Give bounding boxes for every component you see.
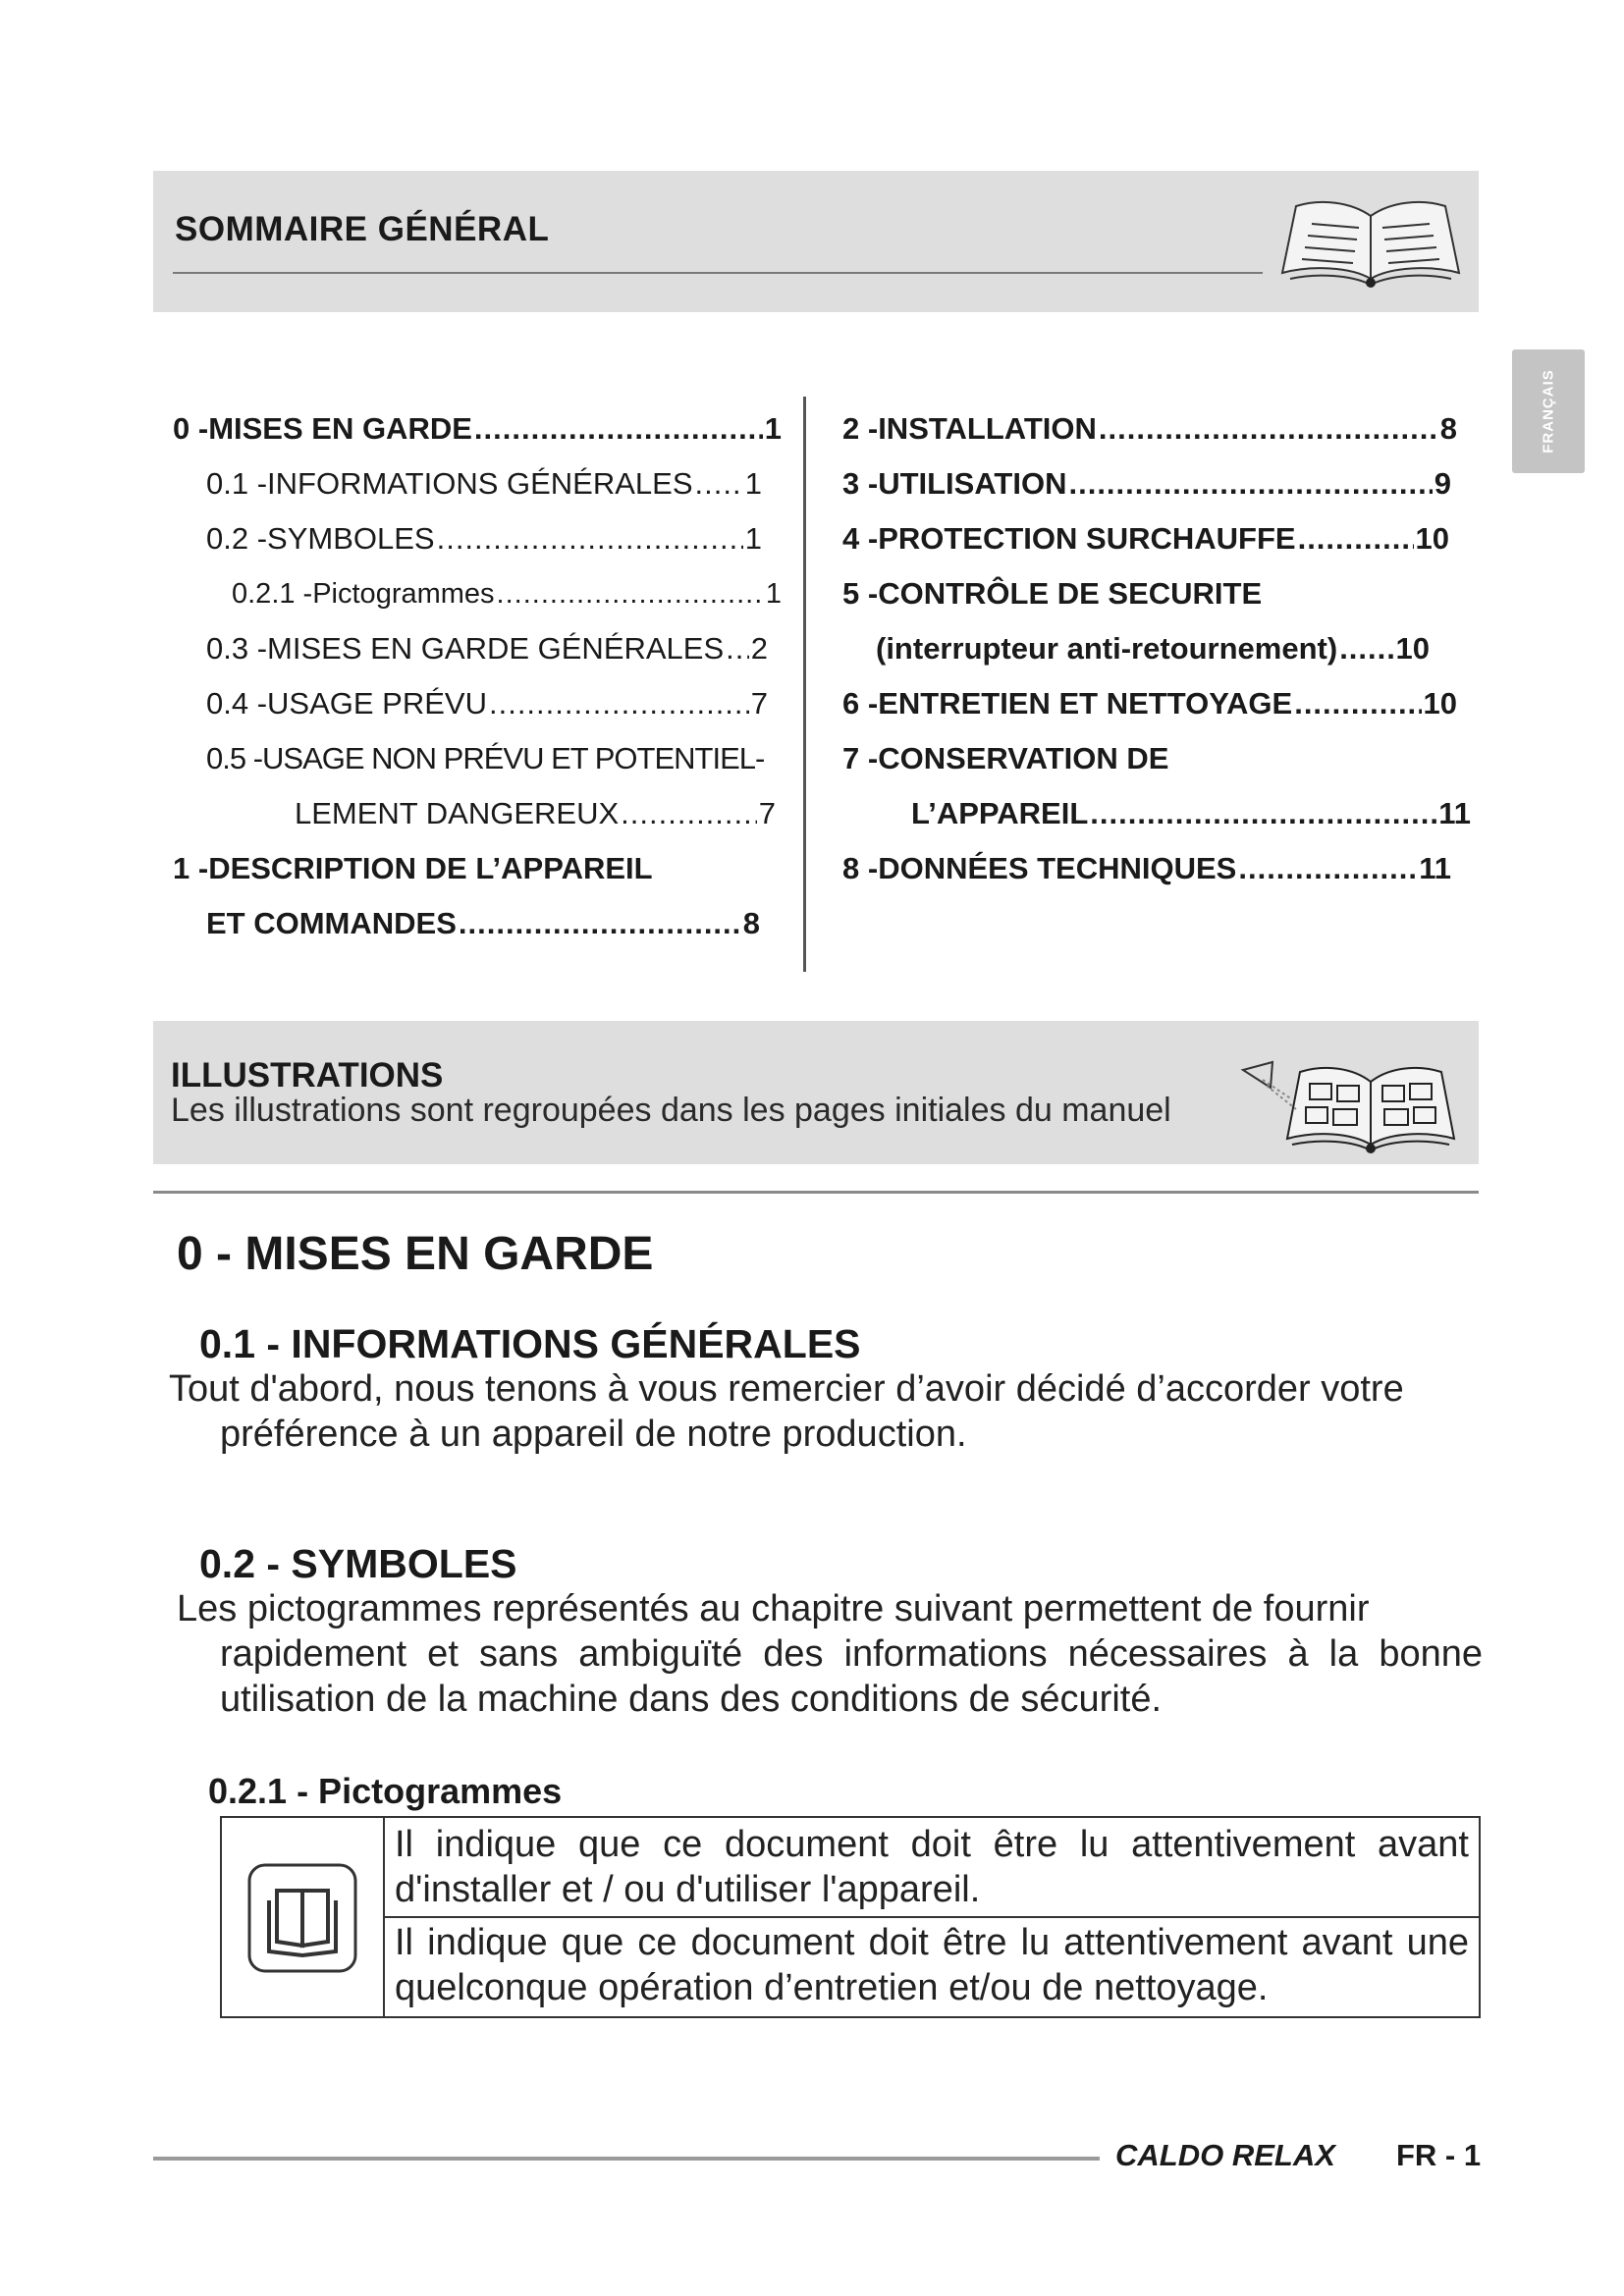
subsection-title-general-info: 0.1 - INFORMATIONS GÉNÉRALES bbox=[199, 1321, 861, 1366]
toc-entry[interactable]: 1 - DESCRIPTION DE L’APPAREIL bbox=[173, 851, 653, 885]
toc-entry[interactable]: 0.4 - USAGE PRÉVU ..... 7 bbox=[173, 681, 768, 736]
toc-entry[interactable]: 8 - DONNÉES TECHNIQUES ..... 11 bbox=[842, 846, 1451, 901]
pictogram-row bbox=[385, 1818, 1479, 1918]
pictogram-table bbox=[220, 1816, 1481, 2018]
section-title: 0 - MISES EN GARDE bbox=[177, 1228, 654, 1280]
subsection-title-symbols: 0.2 - SYMBOLES bbox=[199, 1541, 517, 1586]
toc-left-column bbox=[173, 406, 782, 956]
manual-book-icon bbox=[245, 1861, 359, 1975]
pictogram-row bbox=[385, 1918, 1479, 2016]
open-book-icon bbox=[1272, 185, 1469, 293]
toc-entry[interactable]: ET COMMANDES ..... 8 bbox=[173, 901, 760, 956]
toc-entry[interactable]: 0.1 - INFORMATIONS GÉNÉRALES ..... 1 bbox=[173, 461, 762, 516]
footer-brand: CALDO RELAX bbox=[1115, 2138, 1335, 2172]
paragraph-line: préférence à un appareil de notre production. bbox=[220, 1414, 967, 1455]
toc-entry[interactable]: (interrupteur anti-retournement) ..... 10 bbox=[842, 626, 1430, 681]
summary-header-band bbox=[153, 171, 1479, 312]
footer-rule bbox=[153, 2157, 1100, 2161]
pictogram-description: Il indique que ce document doit être lu attentivement avant une quelconque opération d’entretien et/ou de nettoyage. bbox=[395, 1922, 1469, 2008]
toc-entry[interactable]: 6 - ENTRETIEN ET NETTOYAGE ..... 10 bbox=[842, 681, 1457, 736]
paragraph-line: rapidement et sans ambiguïté des informations nécessaires à la bonne bbox=[220, 1633, 1483, 1675]
subsection-title-pictograms: 0.2.1 - Pictogrammes bbox=[208, 1771, 563, 1811]
toc-entry[interactable]: 5 - CONTRÔLE DE SECURITE bbox=[842, 576, 1263, 611]
toc-entry[interactable]: 2 - INSTALLATION ..... 8 bbox=[842, 406, 1457, 461]
summary-title: SOMMAIRE GÉNÉRAL bbox=[175, 210, 550, 248]
paragraph-line: Les pictogrammes représentés au chapitre suivant permettent de fournir bbox=[177, 1588, 1370, 1629]
toc-entry[interactable]: 0 - MISES EN GARDE ..... 1 bbox=[173, 406, 782, 461]
toc-entry[interactable]: 0.3 - MISES EN GARDE GÉNÉRALES ..... 2 bbox=[173, 626, 768, 681]
paragraph-line: utilisation de la machine dans des conditions de sécurité. bbox=[220, 1679, 1163, 1720]
toc-entry[interactable]: 0.2 - SYMBOLES ..... 1 bbox=[173, 516, 762, 571]
symbols-paragraph bbox=[177, 1586, 1483, 1722]
pictogram-description: Il indique que ce document doit être lu attentivement avant d'installer et / ou d'utiliser l'appareil. bbox=[395, 1824, 1469, 1910]
summary-rule bbox=[173, 272, 1263, 274]
toc-entry[interactable]: 0.2.1 - Pictogrammes ..... 1 bbox=[173, 571, 782, 626]
illustrations-text: Les illustrations sont regroupées dans les pages initiales du manuel bbox=[171, 1092, 1171, 1129]
toc-entry[interactable]: 0.5 - USAGE NON PRÉVU ET POTENTIEL- bbox=[206, 741, 765, 775]
toc-entry[interactable]: 3 - UTILISATION ..... 9 bbox=[842, 461, 1451, 516]
toc-entry[interactable]: 7 - CONSERVATION DE bbox=[842, 741, 1169, 775]
paragraph-line: Tout d'abord, nous tenons à vous remercier d’avoir décidé d’accorder votre bbox=[169, 1368, 1404, 1410]
toc-entry[interactable]: LEMENT DANGEREUX ..... 7 bbox=[173, 791, 776, 846]
footer-page-number: FR - 1 bbox=[1396, 2138, 1482, 2172]
language-tab: FRANÇAIS bbox=[1512, 349, 1585, 473]
toc-right-column bbox=[842, 406, 1471, 901]
toc-entry[interactable]: L’APPAREIL ..... 11 bbox=[842, 791, 1471, 846]
illustrated-book-icon bbox=[1223, 1050, 1469, 1158]
illustrations-title: ILLUSTRATIONS bbox=[171, 1056, 444, 1095]
section-separator bbox=[153, 1191, 1479, 1194]
toc-divider bbox=[803, 397, 806, 972]
general-info-paragraph bbox=[169, 1366, 1485, 1457]
toc-entry[interactable]: 4 - PROTECTION SURCHAUFFE ..... 10 bbox=[842, 516, 1449, 571]
pictogram-icon-cell bbox=[222, 1818, 385, 2016]
illustrations-band bbox=[153, 1021, 1479, 1164]
